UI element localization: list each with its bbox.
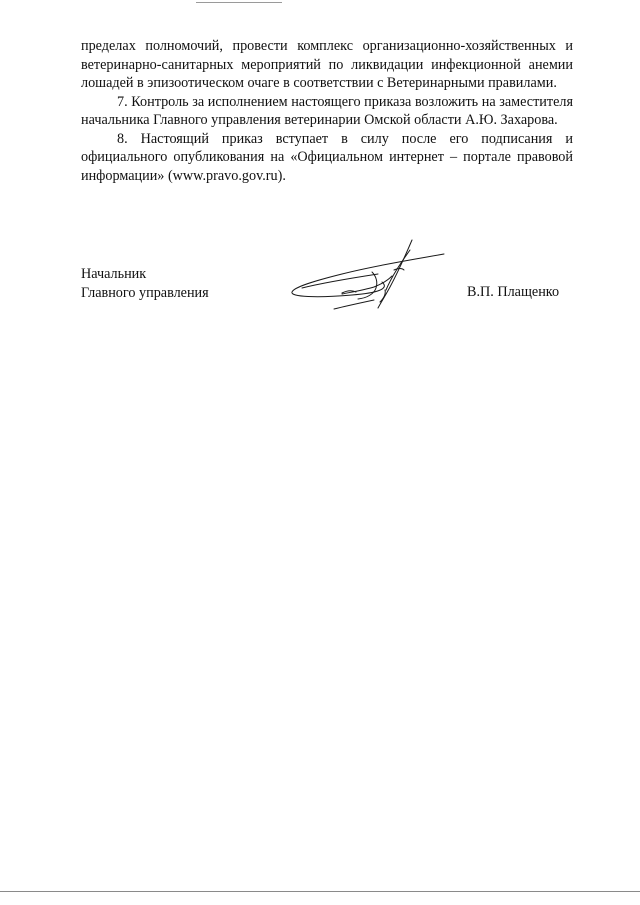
paragraph-item-7: 7. Контроль за исполнением настоящего приказа возложить на заместителя начальника Главного управления ветеринарии Омской области А.Ю. Захарова. (81, 93, 573, 128)
document-body (81, 37, 573, 185)
signatory-position-line1: Начальник (81, 266, 147, 282)
handwritten-signature (282, 232, 452, 317)
signatory-name: В.П. Плащенко (467, 284, 560, 300)
paragraph-item-8: 8. Настоящий приказ вступает в силу после его подписания и официального опубликования на «Официальном интернет – портале правовой информации» (www.pravo.gov.ru). (81, 130, 573, 184)
signatory-position-line2: Главного управления (81, 284, 209, 301)
paragraph-continuation: пределах полномочий, провести комплекс организационно-хозяйственных и ветеринарно-санитарных мероприятий по ликвидации инфекционной анемии лошадей в эпизоотическом очаге в соответствии с Ветеринарными правилами. (81, 38, 573, 91)
scan-edge-line (0, 891, 640, 892)
scan-edge-mark (196, 2, 282, 3)
